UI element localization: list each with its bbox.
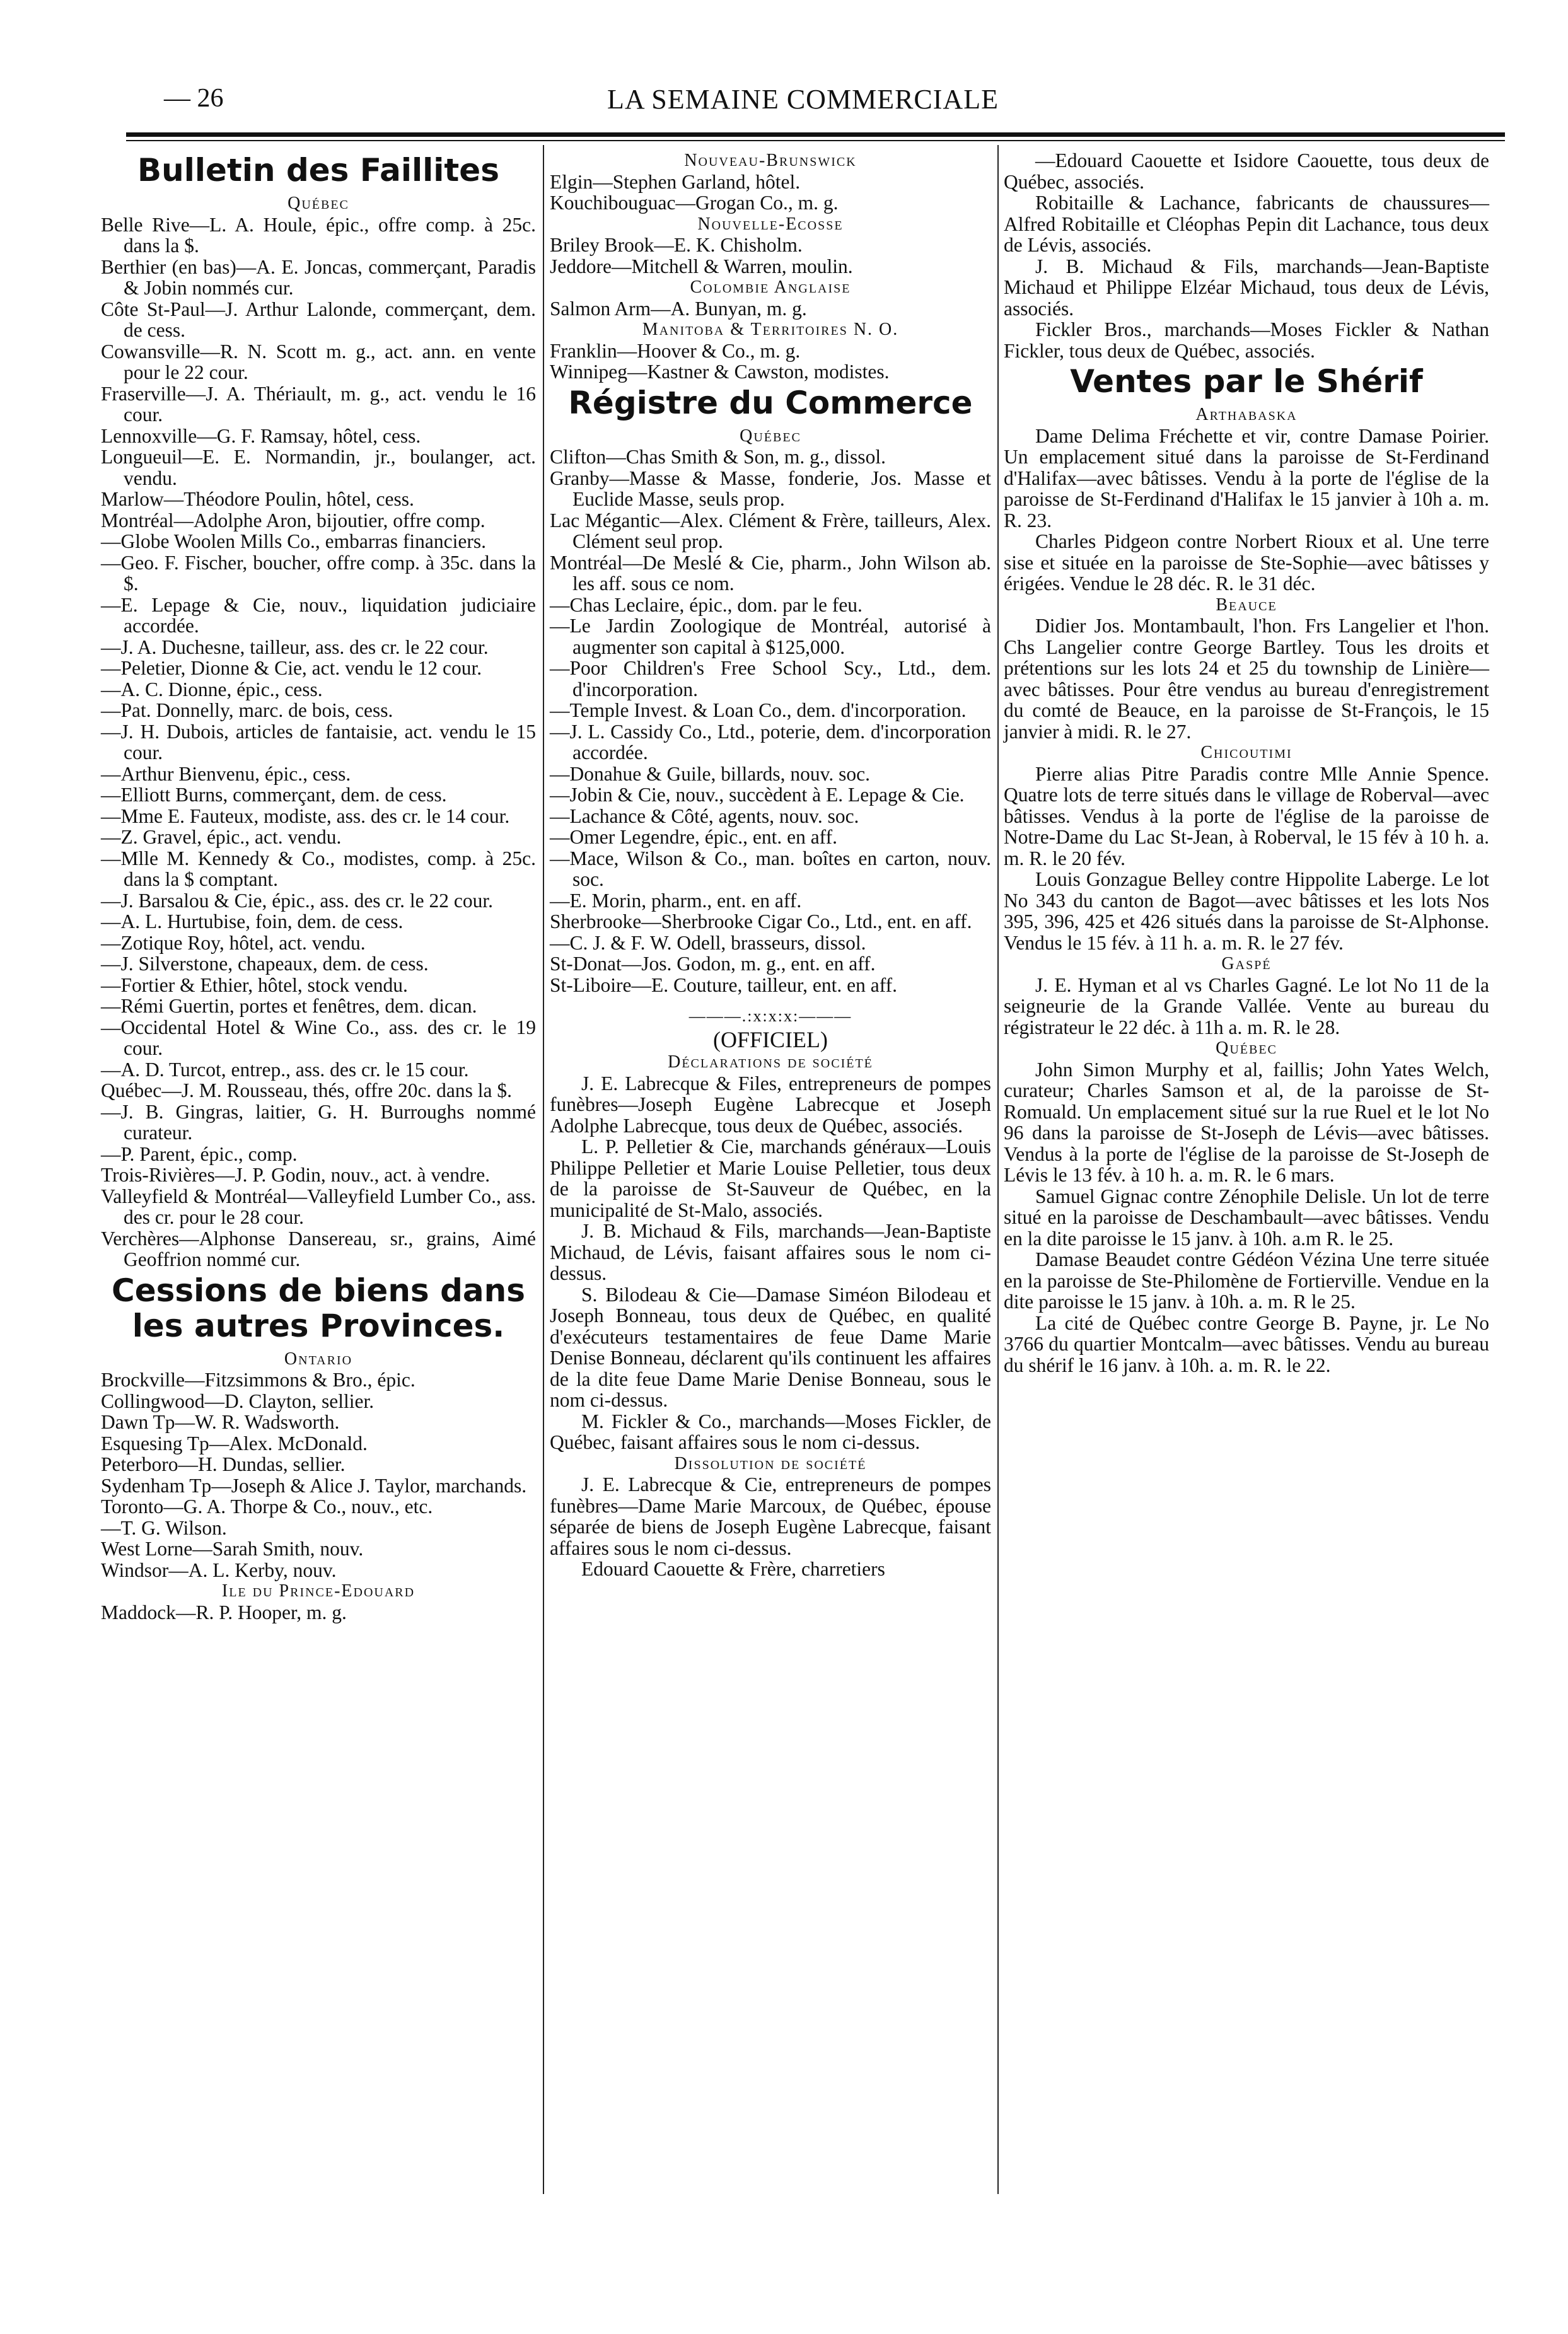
listing-entry: —J. B. Gingras, laitier, G. H. Burroughs nommé curateur. xyxy=(101,1100,536,1144)
separator-ornament: ———.:x:x:x:——— xyxy=(688,1007,852,1025)
official-label: (OFFICIEL) xyxy=(713,1026,828,1052)
listing-entry: Elgin—Stephen Garland, hôtel. xyxy=(550,170,801,193)
listing-entry: —Z. Gravel, épic., act. vendu. xyxy=(101,826,342,848)
column-divider xyxy=(997,145,999,2194)
subsection-heading: Dissolution de société xyxy=(674,1453,867,1473)
listing-entry: Clifton—Chas Smith & Son, m. g., dissol. xyxy=(550,446,886,468)
subsection-heading: Colombie Anglaise xyxy=(690,277,851,297)
notice-paragraph: J. B. Michaud & Fils, marchands—Jean-Baptiste Michaud, de Lévis, faisant affaires sous le nom ci-dessus. xyxy=(550,1220,991,1284)
listing-entry: Briley Brook—E. K. Chisholm. xyxy=(550,234,803,256)
listing-entry: Montréal—De Meslé & Cie, pharm., John Wilson ab. les aff. sous ce nom. xyxy=(550,551,991,595)
listing-entry: —Zotique Roy, hôtel, act. vendu. xyxy=(101,931,366,954)
section-heading: Régistre du Commerce xyxy=(568,384,973,421)
listing-entry: —A. D. Turcot, entrep., ass. des cr. le 15 cour. xyxy=(101,1058,469,1081)
notice-paragraph: Dame Delima Fréchette et vir, contre Damase Poirier. Un emplacement situé dans la paroisse de St-Ferdinand d'Halifax—avec bâtisses. Vendu à la porte de l'église de la paroisse de St-Ferdinand d'Halifax le 15 janvier à 10h a. m. R. 23. xyxy=(1004,424,1489,531)
subsection-heading: Gaspé xyxy=(1221,954,1272,973)
notice-paragraph: S. Bilodeau & Cie—Damase Siméon Bilodeau et Joseph Bonneau, tous deux de Québec, en qualité d'exécuteurs testamentaires de feue Dame Marie Denise Bonneau, déclarent qu'ils continuent les affaires de la dite feue Dame Marie Denise Bonneau, sous le nom ci-dessus. xyxy=(550,1283,991,1411)
listing-entry: —Temple Invest. & Loan Co., dem. d'incorporation. xyxy=(550,699,967,721)
listing-entry: Brockville—Fitzsimmons & Bro., épic. xyxy=(101,1369,415,1391)
listing-entry: —E. Lepage & Cie, nouv., liquidation judiciaire accordée. xyxy=(101,593,536,637)
notice-paragraph: J. E. Hyman et al vs Charles Gagné. Le lot No 11 de la seigneurie de la Grande Vallée. Vente au bureau du régistrateur le 22 déc. à 11h a. m. R. le 28. xyxy=(1004,973,1489,1038)
listing-entry: Montréal—Adolphe Aron, bijoutier, offre comp. xyxy=(101,509,485,531)
listing-entry: West Lorne—Sarah Smith, nouv. xyxy=(101,1538,364,1560)
subsection-heading: Nouveau-Brunswick xyxy=(684,151,857,170)
listing-entry: —C. J. & F. W. Odell, brasseurs, dissol. xyxy=(550,931,866,954)
listing-entry: —Jobin & Cie, nouv., succèdent à E. Lepage & Cie. xyxy=(550,784,965,806)
listing-entry: Peterboro—H. Dundas, sellier. xyxy=(101,1453,346,1475)
listing-entry: —J. Barsalou & Cie, épic., ass. des cr. le 22 cour. xyxy=(101,889,494,912)
listing-entry: —Globe Woolen Mills Co., embarras financiers. xyxy=(101,530,487,552)
listing-entry: Lac Mégantic—Alex. Clément & Frère, tailleurs, Alex. Clément seul prop. xyxy=(550,509,991,552)
listing-entry: Esquesing Tp—Alex. McDonald. xyxy=(101,1432,368,1454)
listing-entry: Windsor—A. L. Kerby, nouv. xyxy=(101,1559,337,1581)
listing-entry: —Peletier, Dionne & Cie, act. vendu le 12 cour. xyxy=(101,657,482,679)
listing-entry: —Lachance & Côté, agents, nouv. soc. xyxy=(550,804,859,827)
notice-paragraph: Samuel Gignac contre Zénophile Delisle. Un lot de terre situé en la paroisse de Deschambault—avec bâtisses. Vendu en la dite paroisse le 15 janv. à 10h. a.m R. le 25. xyxy=(1004,1185,1489,1250)
listing-entry: —Mlle M. Kennedy & Co., modistes, comp. à 25c. dans la $ comptant. xyxy=(101,847,536,890)
listing-entry: Kouchibouguac—Grogan Co., m. g. xyxy=(550,192,839,214)
listing-entry: —T. G. Wilson. xyxy=(101,1516,227,1539)
notice-paragraph: Damase Beaudet contre Gédéon Vézina Une terre située en la paroisse de Ste-Philomène de Fortierville. Vendue en la dite paroisse le 15 janv. à 10h. a. m. R le 25. xyxy=(1004,1248,1489,1313)
listing-entry: Dawn Tp—W. R. Wadsworth. xyxy=(101,1411,340,1433)
column-divider xyxy=(543,145,544,2194)
listing-entry: Verchères—Alphonse Dansereau, sr., grains, Aimé Geoffrion nommé cur. xyxy=(101,1227,536,1270)
subsection-heading: Québec xyxy=(287,194,349,213)
subsection-heading: Chicoutimi xyxy=(1200,743,1292,762)
listing-entry: Fraserville—J. A. Thériault, m. g., act. vendu le 16 cour. xyxy=(101,382,536,426)
listing-entry: —A. C. Dionne, épic., cess. xyxy=(101,678,323,700)
notice-paragraph: Didier Jos. Montambault, l'hon. Frs Langelier et l'hon. Chs Langelier contre George Bartley. Tous les droits et prétentions sur les lots 24 et 25 du township de Linière—avec bâtisses. Pour être vendus au bureau d'enregistrement du comté de Beauce, en la paroisse de St-François, le 15 janvier à midi. R. le 27. xyxy=(1004,615,1489,743)
newspaper-title: LA SEMAINE COMMERCIALE xyxy=(607,84,999,115)
listing-entry: —J. H. Dubois, articles de fantaisie, act. vendu le 15 cour. xyxy=(101,720,536,763)
notice-paragraph: M. Fickler & Co., marchands—Moses Fickler, de Québec, faisant affaires sous le nom ci-dessus. xyxy=(550,1410,991,1453)
subsection-heading: Beauce xyxy=(1216,595,1277,615)
listing-entry: Granby—Masse & Masse, fonderie, Jos. Masse et Euclide Masse, seuls prop. xyxy=(550,467,991,510)
page-header xyxy=(126,83,1480,127)
header-rule-thin xyxy=(126,140,1505,141)
listing-entry: Cowansville—R. N. Scott m. g., act. ann. en vente pour le 22 cour. xyxy=(101,340,536,383)
section-heading: Bulletin des Faillites xyxy=(137,152,499,189)
notice-paragraph: J. E. Labrecque & Cie, entrepreneurs de pompes funèbres—Dame Marie Marcoux, de Québec, épouse séparée de biens de Joseph Eugène Labrecque, faisant affaires sous le nom ci-dessus. xyxy=(550,1473,991,1559)
listing-entry: Côte St-Paul—J. Arthur Lalonde, commerçant, dem. de cess. xyxy=(101,298,536,341)
listing-entry: Toronto—G. A. Thorpe & Co., nouv., etc. xyxy=(101,1495,433,1518)
listing-entry: Marlow—Théodore Poulin, hôtel, cess. xyxy=(101,488,414,510)
listing-entry: Sherbrooke—Sherbrooke Cigar Co., Ltd., ent. en aff. xyxy=(550,910,972,932)
listing-entry: Lennoxville—G. F. Ramsay, hôtel, cess. xyxy=(101,424,421,447)
listing-entry: —Le Jardin Zoologique de Montréal, autorisé à augmenter son capital à $125,000. xyxy=(550,615,991,658)
listing-entry: Longueuil—E. E. Normandin, jr., boulanger, act. vendu. xyxy=(101,446,536,489)
subsection-heading: Québec xyxy=(1216,1038,1277,1058)
listing-entry: —J. Silverstone, chapeaux, dem. de cess. xyxy=(101,953,429,975)
listing-entry: —Rémi Guertin, portes et fenêtres, dem. dican. xyxy=(101,995,477,1017)
listing-entry: Maddock—R. P. Hooper, m. g. xyxy=(101,1601,347,1623)
listing-entry: —Elliott Burns, commerçant, dem. de cess. xyxy=(101,784,447,806)
column-left xyxy=(101,150,536,1623)
listing-entry: —E. Morin, pharm., ent. en aff. xyxy=(550,889,802,912)
listing-entry: Trois-Rivières—J. P. Godin, nouv., act. à vendre. xyxy=(101,1164,491,1186)
subsection-heading: Manitoba & Territoires N. O. xyxy=(642,320,899,339)
listing-entry: Belle Rive—L. A. Houle, épic., offre comp. à 25c. dans la $. xyxy=(101,213,536,257)
subsection-heading: Québec xyxy=(740,426,801,446)
listing-entry: Jeddore—Mitchell & Warren, moulin. xyxy=(550,255,853,277)
listing-entry: —J. A. Duchesne, tailleur, ass. des cr. le 22 cour. xyxy=(101,636,489,658)
listing-entry: —Occidental Hotel & Wine Co., ass. des cr. le 19 cour. xyxy=(101,1016,536,1059)
listing-entry: —Donahue & Guile, billards, nouv. soc. xyxy=(550,762,870,785)
listing-entry: —Arthur Bienvenu, épic., cess. xyxy=(101,762,351,785)
notice-paragraph: Charles Pidgeon contre Norbert Rioux et al. Une terre sise et située en la paroisse de Ste-Sophie—avec bâtisses y érigées. Vendue le 28 déc. R. le 31 déc. xyxy=(1004,530,1489,595)
subsection-heading: Déclarations de société xyxy=(668,1052,873,1072)
listing-entry: —Fortier & Ethier, hôtel, stock vendu. xyxy=(101,973,408,996)
subsection-heading: Ile du Prince-Edouard xyxy=(221,1581,415,1601)
listing-entry: —Mme E. Fauteux, modiste, ass. des cr. le 14 cour. xyxy=(101,804,510,827)
listing-entry: —Chas Leclaire, épic., dom. par le feu. xyxy=(550,593,862,616)
notice-paragraph: Robitaille & Lachance, fabricants de chaussures—Alfred Robitaille et Cléophas Pepin dit Lachance, tous deux de Lévis, associés. xyxy=(1004,192,1489,256)
subsection-heading: Nouvelle-Ecosse xyxy=(697,214,844,234)
column-right xyxy=(1004,150,1489,1376)
listing-entry: St-Liboire—E. Couture, tailleur, ent. en aff. xyxy=(550,973,898,996)
column-middle xyxy=(550,150,991,1580)
header-rule-thick xyxy=(126,132,1505,137)
listing-entry: —Geo. F. Fischer, boucher, offre comp. à 35c. dans la $. xyxy=(101,551,536,595)
listing-entry: —Poor Children's Free School Scy., Ltd., dem. d'incorporation. xyxy=(550,657,991,700)
listing-entry: Salmon Arm—A. Bunyan, m. g. xyxy=(550,297,807,320)
page-number: — 26 xyxy=(164,84,224,113)
listing-entry: —A. L. Hurtubise, foin, dem. de cess. xyxy=(101,910,404,932)
listing-entry: Franklin—Hoover & Co., m. g. xyxy=(550,339,801,362)
section-heading: Ventes par le Shérif xyxy=(1070,363,1423,400)
notice-paragraph: Edouard Caouette & Frère, charretiers xyxy=(581,1558,885,1580)
listing-entry: —Omer Legendre, épic., ent. en aff. xyxy=(550,826,837,848)
listing-entry: —Mace, Wilson & Co., man. boîtes en carton, nouv. soc. xyxy=(550,847,991,890)
listing-entry: Berthier (en bas)—A. E. Joncas, commerçant, Paradis & Jobin nommés cur. xyxy=(101,255,536,299)
listing-entry: Sydenham Tp—Joseph & Alice J. Taylor, marchands. xyxy=(101,1474,527,1497)
notice-paragraph: Fickler Bros., marchands—Moses Fickler & Nathan Fickler, tous deux de Québec, associés. xyxy=(1004,318,1489,362)
listing-entry: —J. L. Cassidy Co., Ltd., poterie, dem. d'incorporation accordée. xyxy=(550,720,991,763)
notice-paragraph: L. P. Pelletier & Cie, marchands généraux—Louis Philippe Pelletier et Marie Louise Pelletier, tous deux de la paroisse de St-Sauveur de Québec, en la municipalité de St-Malo, associés. xyxy=(550,1135,991,1221)
notice-paragraph: —Edouard Caouette et Isidore Caouette, tous deux de Québec, associés. xyxy=(1004,149,1489,193)
notice-paragraph: Louis Gonzague Belley contre Hippolite Laberge. Le lot No 343 du canton de Bagot—avec bâtisses et les lots Nos 395, 396, 425 et 426 situés dans la paroisse de St-Alphonse. Vendus le 15 fév. à 11 h. a. m. R. le 27 fév. xyxy=(1004,868,1489,954)
listing-entry: Québec—J. M. Rousseau, thés, offre 20c. dans la $. xyxy=(101,1079,513,1101)
listing-entry: —Pat. Donnelly, marc. de bois, cess. xyxy=(101,699,393,721)
listing-entry: —P. Parent, épic., comp. xyxy=(101,1142,298,1165)
listing-entry: Winnipeg—Kastner & Cawston, modistes. xyxy=(550,361,890,383)
subsection-heading: Ontario xyxy=(284,1349,353,1369)
notice-paragraph: J. E. Labrecque & Files, entrepreneurs de pompes funèbres—Joseph Eugène Labrecque et Joseph Adolphe Labrecque, tous deux de Québec, associés. xyxy=(550,1072,991,1137)
listing-entry: St-Donat—Jos. Godon, m. g., ent. en aff. xyxy=(550,953,876,975)
listing-entry: Collingwood—D. Clayton, sellier. xyxy=(101,1390,375,1412)
notice-paragraph: J. B. Michaud & Fils, marchands—Jean-Baptiste Michaud et Philippe Elzéar Michaud, tous deux de Lévis, associés. xyxy=(1004,255,1489,320)
notice-paragraph: La cité de Québec contre George B. Payne, jr. Le No 3766 du quartier Montcalm—avec bâtisses. Vendu au bureau du shérif le 16 janv. à 10h. a. m. R. le 22. xyxy=(1004,1311,1489,1376)
notice-paragraph: John Simon Murphy et al, faillis; John Yates Welch, curateur; Charles Samson et al, de la paroisse de St-Romuald. Un emplacement situé sur la rue Ruel et le lot No 96 dans la paroisse de St-Joseph de Lévis—avec bâtisses. Vendus à la porte de l'église de la paroisse de St-Joseph de Lévis le 13 fév. à 10 h. a. m. R. le 6 mars. xyxy=(1004,1058,1489,1186)
section-heading: Cessions de biens dans les autres Provinces. xyxy=(112,1272,525,1344)
subsection-heading: Arthabaska xyxy=(1195,405,1298,424)
listing-entry: Valleyfield & Montréal—Valleyfield Lumber Co., ass. des cr. pour le 28 cour. xyxy=(101,1185,536,1228)
notice-paragraph: Pierre alias Pitre Paradis contre Mlle Annie Spence. Quatre lots de terre situés dans le village de Roberval—avec bâtisses. Vendus à la porte de l'église de la paroisse de Notre-Dame du Lac St-Jean, à Roberval, le 15 fév à 10 h. a. m. R. le 20 fév. xyxy=(1004,762,1489,869)
